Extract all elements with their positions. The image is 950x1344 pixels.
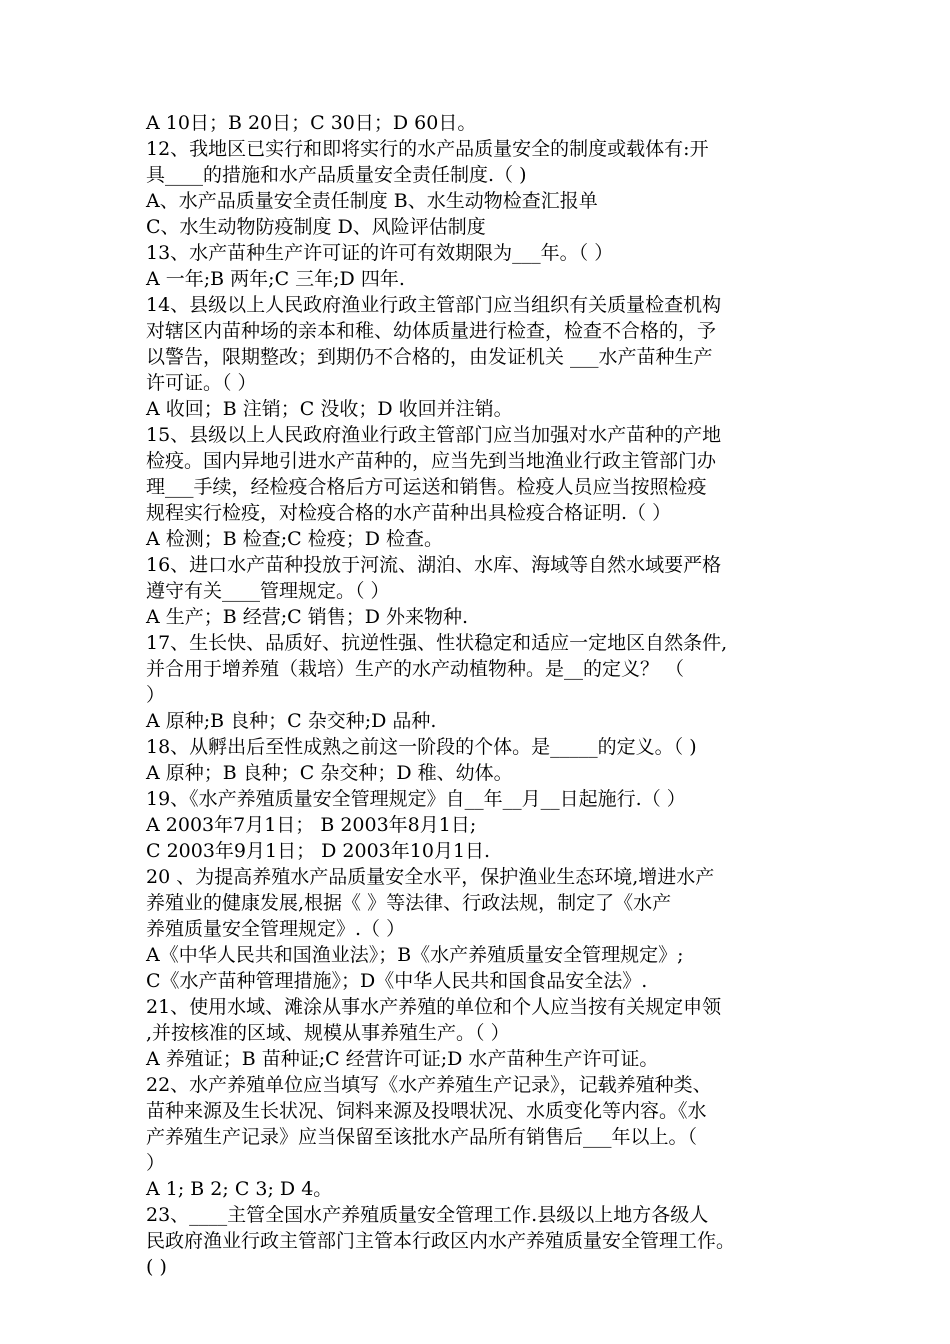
text-line: 17、生长快、品质好、抗逆性强、性状稳定和适应一定地区自然条件, [146, 632, 728, 654]
text-line: ） [146, 1152, 166, 1174]
text-line: C《水产苗种管理措施》；D《中华人民共和国食品安全法》. [146, 970, 648, 992]
text-line: 14、县级以上人民政府渔业行政主管部门应当组织有关质量检查机构 [146, 294, 722, 316]
text-line: 理___手续，经检疫合格后方可运送和销售。检疫人员应当按照检疫 [146, 476, 707, 498]
text-line: ,并按核准的区域、规模从事养殖生产。（ ） [146, 1022, 510, 1044]
text-line: A、水产品质量安全责任制度 B、水生动物检查汇报单 [146, 190, 598, 212]
text-line: 对辖区内苗种场的亲本和稚、幼体质量进行检查，检查不合格的，予 [146, 320, 717, 342]
text-line: 16、进口水产苗种投放于河流、湖泊、水库、海域等自然水域要严格 [146, 554, 722, 576]
text-line: 产养殖生产记录》应当保留至该批水产品所有销售后___年以上。（ [146, 1126, 698, 1148]
text-line: A 1; B 2; C 3; D 4。 [146, 1178, 333, 1200]
document-page [146, 110, 826, 1280]
text-line: 15、县级以上人民政府渔业行政主管部门应当加强对水产苗种的产地 [146, 424, 722, 446]
text-line: 许可证。（ ） [146, 372, 257, 394]
text-line: A 收回；B 注销；C 没收；D 收回并注销。 [146, 398, 513, 420]
text-line: A 养殖证；B 苗种证;C 经营许可证;D 水产苗种生产许可证。 [146, 1048, 659, 1070]
text-line: A 2003年7月1日； B 2003年8月1日; [146, 814, 477, 836]
text-line: 19、《水产养殖质量安全管理规定》自__年__月__日起施行.（ ） [146, 788, 686, 810]
text-line: 21、使用水域、滩涂从事水产养殖的单位和个人应当按有关规定申领 [146, 996, 722, 1018]
text-line: 养殖业的健康发展,根据《 》等法律、行政法规，制定了《水产 [146, 892, 672, 914]
text-line: A 10日；B 20日；C 30日；D 60日。 [146, 112, 477, 134]
text-line: 具____的措施和水产品质量安全责任制度.（ ) [146, 164, 527, 186]
text-line: ( ) [146, 1256, 167, 1278]
text-line: 并合用于增养殖（栽培）生产的水产动植物种。是__的定义？ （ [146, 658, 685, 680]
text-line: C、水生动物防疫制度 D、风险评估制度 [146, 216, 486, 238]
text-line: 养殖质量安全管理规定》.（ ） [146, 918, 406, 940]
text-line: 13、水产苗种生产许可证的许可有效期限为___年。（ ） [146, 242, 614, 264]
text-line: A 检测；B 检查;C 检疫；D 检查。 [146, 528, 444, 550]
text-line: 以警告，限期整改；到期仍不合格的，由发证机关 ___水产苗种生产 [146, 346, 713, 368]
text-line: A 原种;B 良种；C 杂交种;D 品种. [146, 710, 437, 732]
text-line: 规程实行检疫，对检疫合格的水产苗种出具检疫合格证明.（ ） [146, 502, 672, 524]
text-line: A《中华人民共和国渔业法》；B《水产养殖质量安全管理规定》; [146, 944, 684, 966]
text-line: 遵守有关____管理规定。（ ） [146, 580, 390, 602]
text-line: 民政府渔业行政主管部门主管本行政区内水产养殖质量安全管理工作。 [146, 1230, 736, 1252]
text-line: C 2003年9月1日； D 2003年10月1日. [146, 840, 491, 862]
text-line: 23、____主管全国水产养殖质量安全管理工作.县级以上地方各级人 [146, 1204, 709, 1226]
text-line: 苗种来源及生长状况、饲料来源及投喂状况、水质变化等内容。《水 [146, 1100, 707, 1122]
text-line: 18、从孵出后至性成熟之前这一阶段的个体。是_____的定义。（ ) [146, 736, 697, 758]
text-line: 检疫。国内异地引进水产苗种的，应当先到当地渔业行政主管部门办 [146, 450, 717, 472]
text-line: 22、水产养殖单位应当填写《水产养殖生产记录》，记载养殖种类、 [146, 1074, 712, 1096]
text-line: ） [146, 684, 166, 706]
text-line: A 原种；B 良种；C 杂交种；D 稚、幼体。 [146, 762, 513, 784]
text-line: A 生产；B 经营;C 销售；D 外来物种. [146, 606, 469, 628]
text-line: 20 、为提高养殖水产品质量安全水平，保护渔业生态环境,增进水产 [146, 866, 715, 888]
text-line: 12、我地区已实行和即将实行的水产品质量安全的制度或载体有:开 [146, 138, 709, 160]
text-line: A 一年;B 两年;C 三年;D 四年. [146, 268, 405, 290]
